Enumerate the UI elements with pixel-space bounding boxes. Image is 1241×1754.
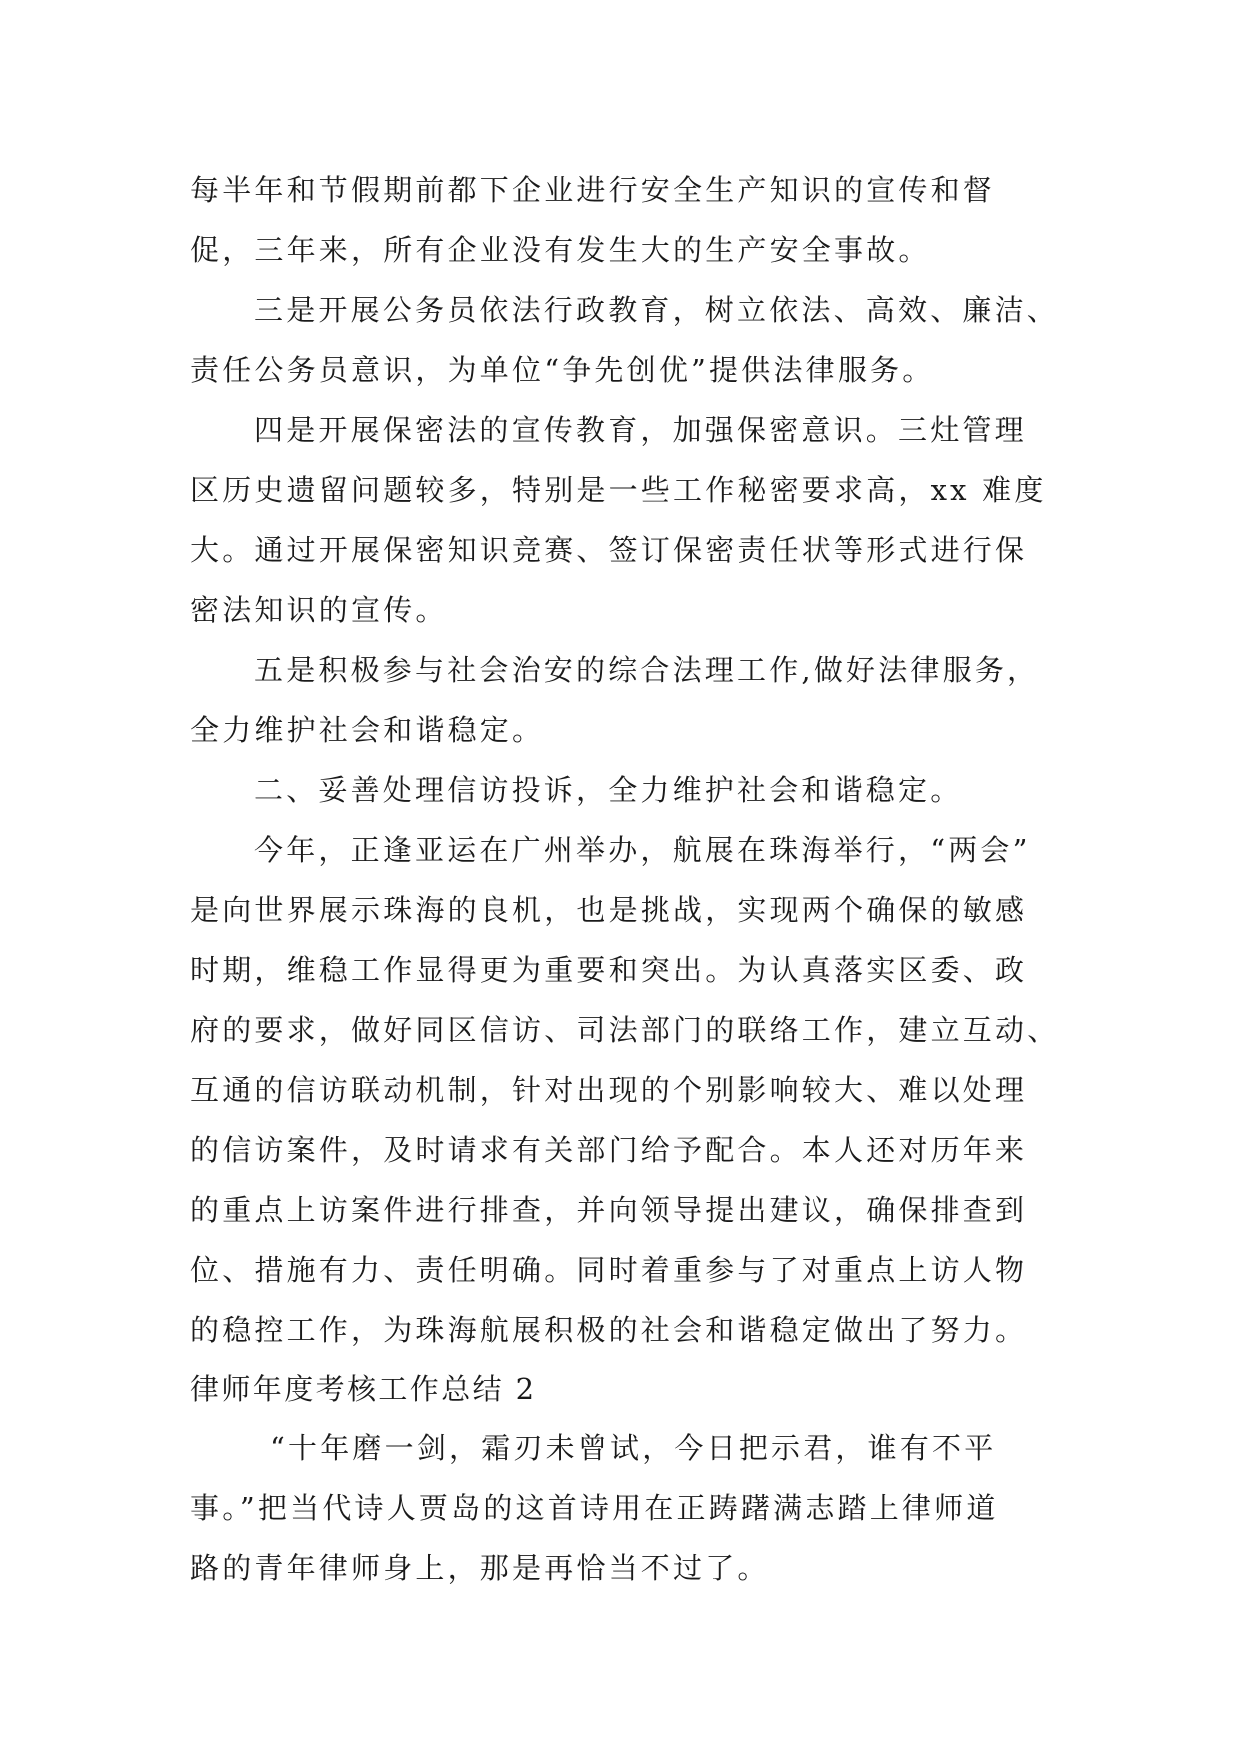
paragraph-line: 府的要求，做好同区信访、司法部门的联络工作，建立互动、 bbox=[190, 1013, 1060, 1047]
paragraph-line: 是向世界展示珠海的良机，也是挑战，实现两个确保的敏感 bbox=[190, 893, 1028, 927]
paragraph-line: 区历史遗留问题较多，特别是一些工作秘密要求高，xx 难度 bbox=[190, 473, 1047, 507]
document-page bbox=[190, 160, 1070, 1598]
paragraph-line: 互通的信访联动机制，针对出现的个别影响较大、难以处理 bbox=[190, 1073, 1028, 1107]
paragraph-line: 促，三年来，所有企业没有发生大的生产安全事故。 bbox=[190, 233, 931, 267]
paragraph-line: 的重点上访案件进行排查，并向领导提出建议，确保排查到 bbox=[190, 1193, 1028, 1227]
section-heading: 二、妥善处理信访投诉，全力维护社会和谐稳定。 bbox=[254, 773, 963, 807]
paragraph-line: 三是开展公务员依法行政教育，树立依法、高效、廉洁、 bbox=[254, 293, 1060, 327]
paragraph-line: 五是积极参与社会治安的综合法理工作,做好法律服务， bbox=[254, 653, 1040, 687]
paragraph-line: 全力维护社会和谐稳定。 bbox=[190, 713, 545, 747]
paragraph-line: 大。通过开展保密知识竞赛、签订保密责任状等形式进行保 bbox=[190, 533, 1028, 567]
paragraph-line: 路的青年律师身上，那是再恰当不过了。 bbox=[190, 1551, 770, 1585]
paragraph-line: 责任公务员意识，为单位“争先创优”提供法律服务。 bbox=[190, 353, 935, 387]
paragraph-line: 今年，正逢亚运在广州举办，航展在珠海举行，“两会” bbox=[254, 833, 1031, 867]
paragraph-line: 每半年和节假期前都下企业进行安全生产知识的宣传和督 bbox=[190, 173, 996, 207]
paragraph-line: 的稳控工作，为珠海航展积极的社会和谐稳定做出了努力。 bbox=[190, 1313, 1028, 1347]
paragraph-line: 位、措施有力、责任明确。同时着重参与了对重点上访人物 bbox=[190, 1253, 1028, 1287]
paragraph-line: “十年磨一剑，霜刃未曾试，今日把示君，谁有不平 bbox=[270, 1431, 997, 1465]
paragraph-line: 时期，维稳工作显得更为重要和突出。为认真落实区委、政 bbox=[190, 953, 1028, 987]
paragraph-line: 四是开展保密法的宣传教育，加强保密意识。三灶管理 bbox=[254, 413, 1027, 447]
paragraph-line: 的信访案件，及时请求有关部门给予配合。本人还对历年来 bbox=[190, 1133, 1028, 1167]
document-title: 律师年度考核工作总结 2 bbox=[190, 1372, 537, 1406]
paragraph-line: 密法知识的宣传。 bbox=[190, 593, 448, 627]
paragraph-line: 事。”把当代诗人贾岛的这首诗用在正踌躇满志踏上律师道 bbox=[190, 1491, 999, 1525]
